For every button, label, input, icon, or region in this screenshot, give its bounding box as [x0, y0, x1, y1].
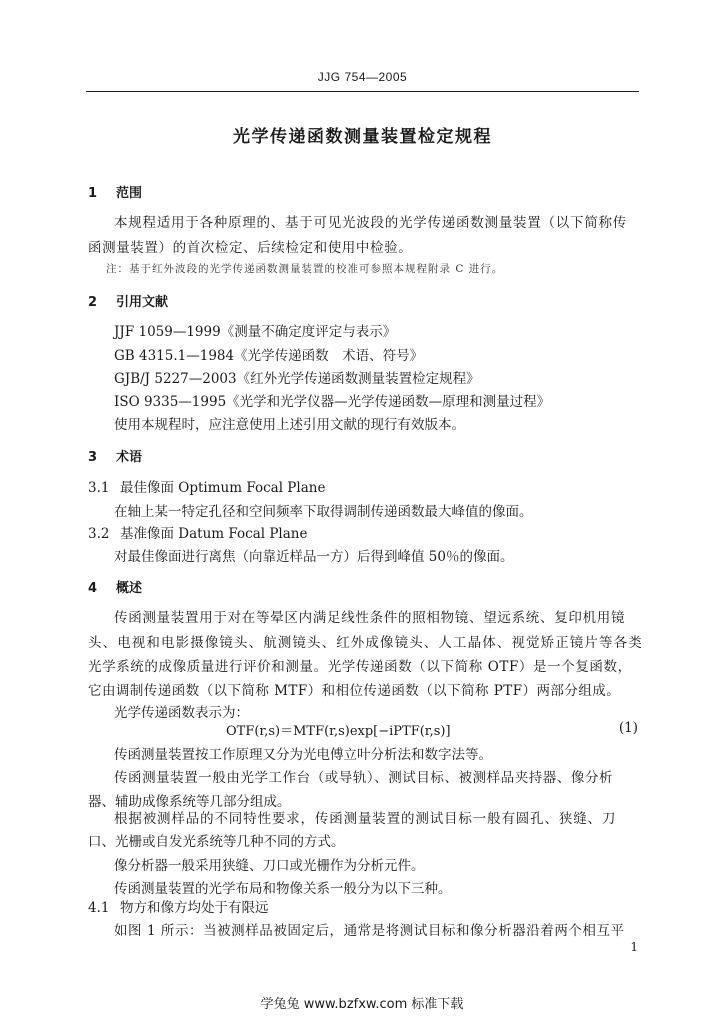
document-title: 光学传递函数测量装置检定规程: [233, 127, 492, 147]
paragraph-line: 传函测量装置用于对在等晕区内满足线性条件的照相物镜、望远系统、复印机用镜: [114, 610, 626, 626]
reference-item: ISO 9335—1995《光学和光学仪器—光学传递函数—原理和测量过程》: [114, 394, 551, 410]
subsection-number: 4.1: [88, 900, 110, 916]
site-watermark-footer: 学兔兔 www.bzfxw.com 标准下载: [260, 997, 464, 1012]
subsection-title: 物方和像方均处于有限远: [120, 900, 269, 916]
subsection-number: 3.1: [88, 480, 110, 496]
section-1-heading: [88, 182, 142, 201]
page-number: 1: [630, 940, 638, 954]
paragraph-line: 使用本规程时，应注意使用上述引用文献的现行有效版本。: [114, 417, 465, 433]
section-title: 范围: [116, 186, 143, 201]
paragraph-line: 光学传递函数表示为：: [114, 705, 249, 721]
term-title: 基准像面 Datum Focal Plane: [120, 526, 308, 542]
section-number: 3: [88, 450, 98, 465]
paragraph-line: 根据被测样品的不同特性要求，传函测量装置的测试目标一般有圆孔、狭缝、刀: [114, 811, 617, 827]
paragraph-line: 传函测量装置按工作原理又分为光电傅立叶分析法和数字法等。: [114, 747, 492, 763]
term-definition: 在轴上某一特定孔径和空间频率下取得调制传递函数最大峰值的像面。: [114, 504, 533, 520]
term-title: 最佳像面 Optimum Focal Plane: [120, 480, 326, 496]
paragraph-line: 器、辅助成像系统等几部分组成。: [88, 794, 291, 810]
paragraph-line: 它由调制传递函数（以下简称 MTF）和相位传递函数（以下简称 PTF）两部分组成。: [88, 683, 621, 699]
document-code-header: JJG 754—2005: [317, 70, 408, 84]
paragraph-line: 头、电视和电影摄像镜头、航测镜头、红外成像镜头、人工晶体、视觉矫正镜片等各类: [88, 635, 643, 651]
section-3-heading: [88, 446, 142, 465]
paragraph-line: 如图 1 所示：当被测样品被固定后，通常是将测试目标和像分析器沿着两个相互平: [114, 923, 625, 939]
reference-item: JJF 1059—1999《测量不确定度评定与表示》: [114, 324, 397, 340]
section-number: 2: [88, 295, 98, 310]
subsection-4-1-heading: [88, 896, 269, 916]
paragraph-line: 传函测量装置的光学布局和物像关系一般分为以下三种。: [114, 881, 452, 897]
paragraph-line: 函测量装置）的首次检定、后续检定和使用中检验。: [88, 240, 413, 256]
paragraph-line: 像分析器一般采用狭缝、刀口或光栅作为分析元件。: [114, 858, 425, 874]
section-4-heading: [88, 577, 142, 596]
section-2-heading: [88, 291, 168, 310]
term-3-1-heading: [88, 476, 325, 496]
section-title: 概述: [116, 581, 143, 596]
note: 注：基于红外波段的光学传递函数测量装置的校准可参照本规程附录 C 进行。: [106, 263, 504, 275]
otf-equation: OTF(r,s)＝MTF(r,s)exp[−iPTF(r,s)]: [226, 724, 451, 739]
header-rule: [86, 91, 639, 92]
reference-item: GB 4315.1—1984《光学传递函数 术语、符号》: [114, 348, 424, 364]
paragraph-line: 口、光栅或自发光系统等几种不同的方式。: [88, 834, 345, 850]
paragraph-line: 传函测量装置一般由光学工作台（或导轨）、测试目标、被测样品夹持器、像分析: [114, 770, 614, 786]
term-definition: 对最佳像面进行离焦（向靠近样品一方）后得到峰值 50％的像面。: [114, 549, 514, 565]
subsection-number: 3.2: [88, 526, 110, 542]
paragraph-line: 光学系统的成像质量进行评价和测量。光学传递函数（以下简称 OTF）是一个复函数，: [88, 659, 632, 675]
section-title: 术语: [116, 450, 143, 465]
paragraph-line: 本规程适用于各种原理的、基于可见光波段的光学传递函数测量装置（以下简称传: [114, 215, 627, 231]
section-number: 1: [88, 186, 98, 201]
equation-number: (1): [618, 720, 638, 736]
reference-item: GJB/J 5227—2003《红外光学传递函数测量装置检定规程》: [114, 371, 480, 387]
section-title: 引用文献: [116, 295, 169, 310]
section-number: 4: [88, 581, 98, 596]
term-3-2-heading: [88, 522, 307, 542]
